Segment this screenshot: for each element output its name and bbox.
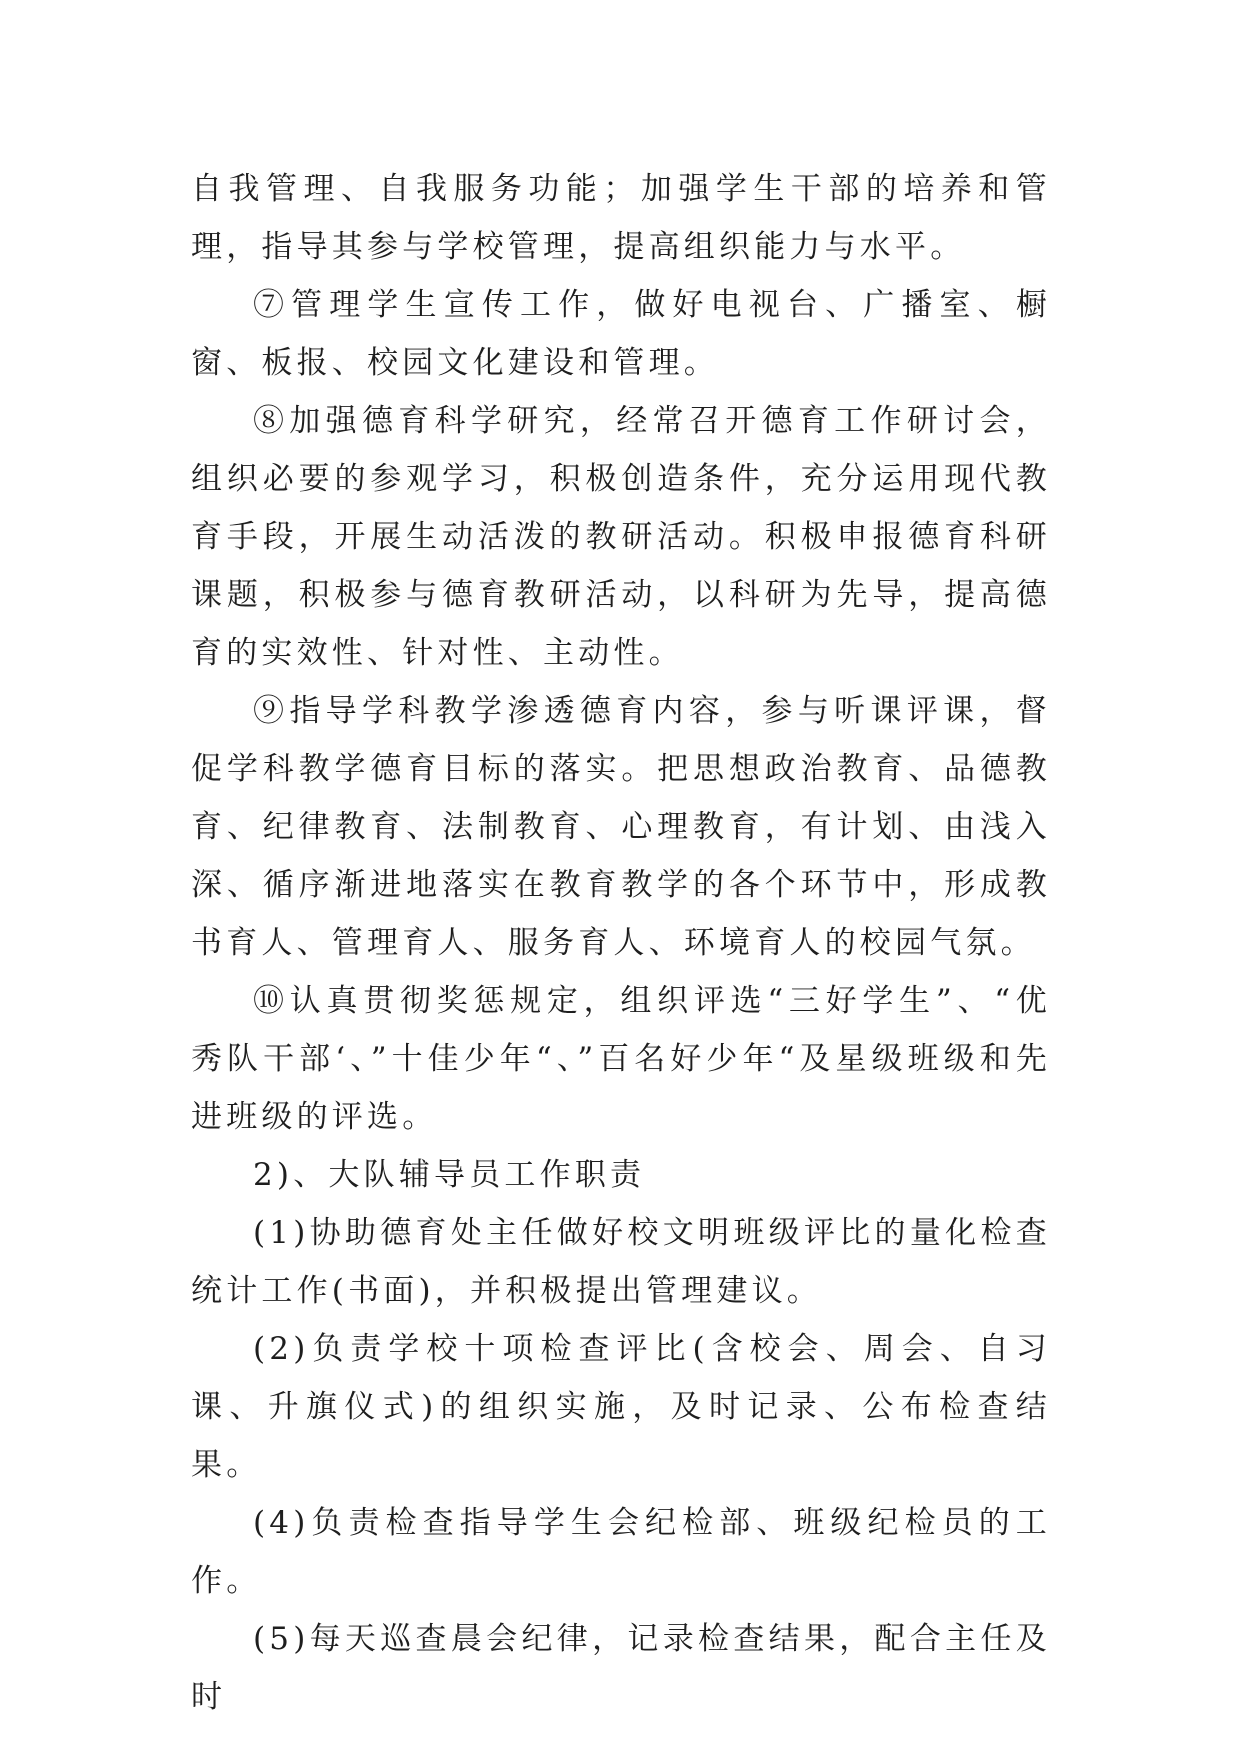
paragraph-2: ⑦管理学生宣传工作，做好电视台、广播室、橱窗、板报、校园文化建设和管理。 — [191, 287, 1051, 381]
document-body — [191, 160, 1051, 1726]
section-heading: 2)、大队辅导员工作职责 — [253, 1157, 646, 1193]
paragraph-5: ⑩认真贯彻奖惩规定，组织评选“三好学生”、“优秀队干部‘、”十佳少年“、”百名好少年“及星级班级和先进班级的评选。 — [191, 983, 1051, 1135]
paragraph-9: (4)负责检查指导学生会纪检部、班级纪检员的工作。 — [191, 1505, 1051, 1599]
paragraph-7: (1)协助德育处主任做好校文明班级评比的量化检查统计工作(书面)，并积极提出管理建议。 — [191, 1215, 1051, 1309]
paragraph-10: (5)每天巡查晨会纪律，记录检查结果，配合主任及时 — [191, 1621, 1051, 1715]
paragraph-8: (2)负责学校十项检查评比(含校会、周会、自习课、升旗仪式)的组织实施，及时记录、公布检查结果。 — [191, 1331, 1051, 1483]
paragraph-4: ⑨指导学科教学渗透德育内容，参与听课评课，督促学科教学德育目标的落实。把思想政治教育、品德教育、纪律教育、法制教育、心理教育，有计划、由浅入深、循序渐进地落实在教育教学的各个环节中，形成教书育人、管理育人、服务育人、环境育人的校园气氛。 — [191, 693, 1051, 961]
paragraph-3: ⑧加强德育科学研究，经常召开德育工作研讨会，组织必要的参观学习，积极创造条件，充分运用现代教育手段，开展生动活泼的教研活动。积极申报德育科研课题，积极参与德育教研活动，以科研为先导，提高德育的实效性、针对性、主动性。 — [191, 403, 1051, 671]
paragraph-1: 自我管理、自我服务功能；加强学生干部的培养和管理，指导其参与学校管理，提高组织能力与水平。 — [191, 171, 1051, 265]
